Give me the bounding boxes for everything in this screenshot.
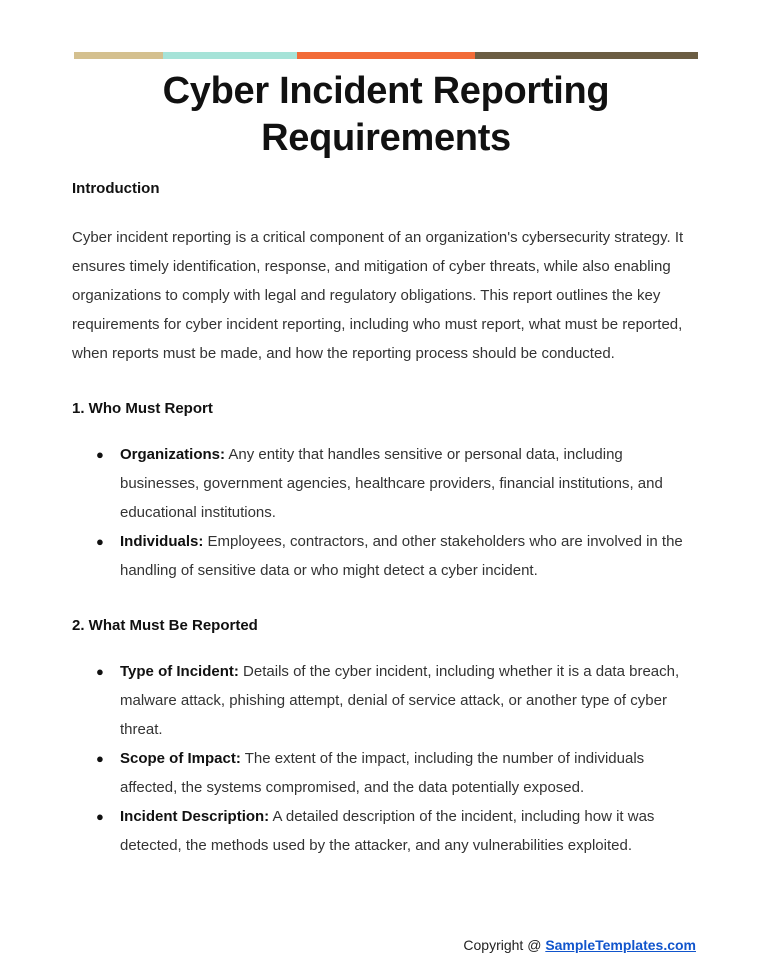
- bullet-icon: ●: [96, 751, 104, 766]
- list-item: [72, 440, 700, 527]
- intro-paragraph: Cyber incident reporting is a critical component of an organization's cybersecurity strategy. It ensures timely identification, response, and mitigation of cyber threats, while also enabling organizations to comply with legal and regulatory obligations. This report outlines the key requirements for cyber incident reporting, including who must report, what must be reported, when reports must be made, and how the reporting process should be conducted.: [72, 229, 684, 362]
- list-item-term: Scope of Impact:: [120, 750, 241, 767]
- list-item-term: Incident Description:: [120, 808, 270, 825]
- list-item-text: Any entity that handles sensitive or personal data, including businesses, government agencies, healthcare providers, financial institutions, and educational institutions.: [120, 446, 663, 521]
- header-color-bar: [74, 52, 698, 59]
- copyright-footer: [463, 937, 696, 953]
- color-bar-segment-3: [297, 52, 475, 59]
- bullet-icon: ●: [96, 664, 104, 679]
- list-item: [72, 527, 700, 585]
- document-title: Cyber Incident Reporting Requirements: [162, 70, 610, 159]
- color-bar-segment-1: [74, 52, 163, 59]
- list-item: [72, 744, 700, 802]
- list-item-text: Details of the cyber incident, including whether it is a data breach, malware attack, phishing attempt, denial of service attack, or another type of cyber threat.: [120, 663, 680, 738]
- color-bar-segment-2: [163, 52, 297, 59]
- who-must-report-list: [72, 440, 700, 585]
- list-item: [72, 657, 700, 744]
- list-item-text: The extent of the impact, including the number of individuals affected, the systems compromised, and the data potentially exposed.: [120, 750, 645, 796]
- bullet-icon: ●: [96, 447, 104, 462]
- color-bar-segment-4: [475, 52, 698, 59]
- list-item: [72, 802, 700, 860]
- intro-heading: Introduction: [72, 180, 160, 197]
- list-item-term: Organizations:: [120, 446, 226, 463]
- list-item-text: Employees, contractors, and other stakeholders who are involved in the handling of sensitive data or who might detect a cyber incident.: [120, 533, 683, 579]
- copyright-prefix: Copyright @: [463, 937, 546, 953]
- list-item-term: Individuals:: [120, 533, 204, 550]
- section-heading-what-must-be-reported: 2. What Must Be Reported: [72, 617, 258, 634]
- bullet-icon: ●: [96, 809, 104, 824]
- sampletemplates-link[interactable]: SampleTemplates.com: [545, 937, 696, 953]
- list-item-term: Type of Incident:: [120, 663, 239, 680]
- what-must-be-reported-list: [72, 657, 700, 860]
- bullet-icon: ●: [96, 534, 104, 549]
- document-body: [72, 178, 700, 860]
- list-item-text: A detailed description of the incident, including how it was detected, the methods used by the attacker, and any vulnerabilities exploited.: [120, 808, 655, 854]
- section-heading-who-must-report: 1. Who Must Report: [72, 400, 213, 417]
